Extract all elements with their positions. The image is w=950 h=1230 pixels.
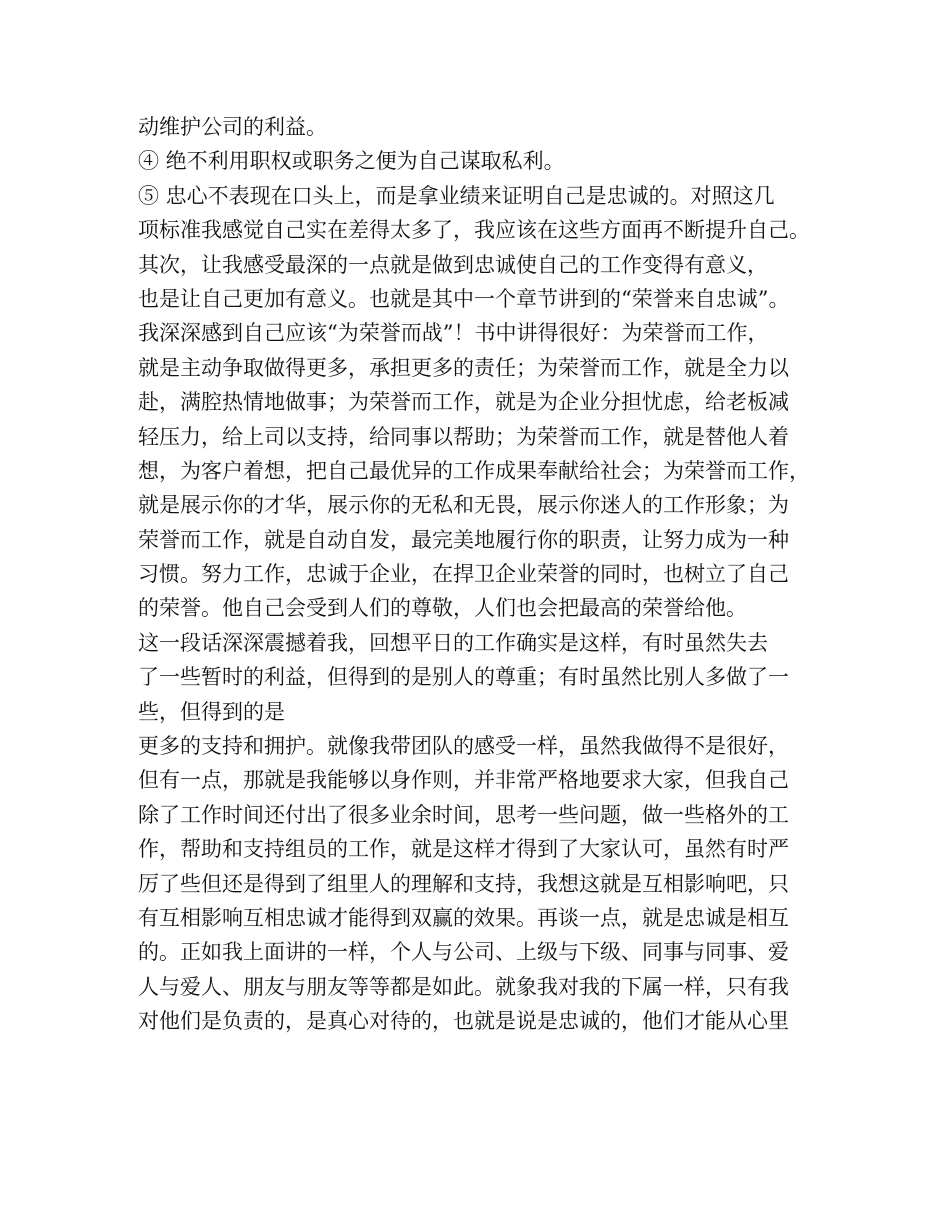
text-line: 些，但得到的是 — [138, 699, 285, 724]
text-line: 荣誉而工作，就是自动自发，最完美地履行你的职责，让努力成为一种 — [138, 527, 789, 552]
text-line: 就是主动争取做得更多，承担更多的责任；为荣誉而工作，就是全力以 — [138, 355, 789, 380]
text-line: 对他们是负责的，是真心对待的，也就是说是忠诚的，他们才能从心里 — [138, 1009, 789, 1034]
text-line: 了一些暂时的利益，但得到的是别人的尊重；有时虽然比别人多做了一 — [138, 665, 789, 690]
text-line: 人与爱人、朋友与朋友等等都是如此。就象我对我的下属一样，只有我 — [138, 974, 789, 999]
text-line: 我深深感到自己应该“为荣誉而战”！书中讲得很好：为荣誉而工作， — [138, 321, 769, 346]
text-line: 厉了些但还是得到了组里人的理解和支持，我想这就是互相影响吧，只 — [138, 871, 789, 896]
body-text — [138, 110, 838, 1039]
text-line: 项标准我感觉自己实在差得太多了，我应该在这些方面再不断提升自己。 — [138, 218, 810, 243]
text-line: ④ 绝不利用职权或职务之便为自己谋取私利。 — [138, 149, 565, 174]
text-line: 习惯。努力工作，忠诚于企业，在捍卫企业荣誉的同时，也树立了自己 — [138, 562, 789, 587]
text-line: 更多的支持和拥护。就像我带团队的感受一样，虽然我做得不是很好， — [138, 734, 789, 759]
text-line: 也是让自己更加有意义。也就是其中一个章节讲到的“荣誉来自忠诚”。 — [138, 286, 790, 311]
text-line: 除了工作时间还付出了很多业余时间，思考一些问题，做一些格外的工 — [138, 802, 789, 827]
text-line: 就是展示你的才华，展示你的无私和无畏，展示你迷人的工作形象；为 — [138, 493, 789, 518]
text-line: ⑤ 忠心不表现在口头上，而是拿业绩来证明自己是忠诚的。对照这几 — [138, 183, 775, 208]
text-line: 想，为客户着想，把自己最优异的工作成果奉献给社会；为荣誉而工作， — [138, 458, 810, 483]
text-line: 这一段话深深震撼着我，回想平日的工作确实是这样，有时虽然失去 — [138, 630, 768, 655]
text-line: 有互相影响互相忠诚才能得到双赢的效果。再谈一点，就是忠诚是相互 — [138, 905, 789, 930]
text-line: 作，帮助和支持组员的工作，就是这样才得到了大家认可，虽然有时严 — [138, 837, 789, 862]
text-line: 的。正如我上面讲的一样，个人与公司、上级与下级、同事与同事、爱 — [138, 940, 789, 965]
text-line: 动维护公司的利益。 — [138, 115, 327, 139]
text-line: 其次，让我感受最深的一点就是做到忠诚使自己的工作变得有意义， — [138, 252, 768, 277]
text-line: 的荣誉。他自己会受到人们的尊敬，人们也会把最高的荣誉给他。 — [138, 596, 747, 621]
text-line: 赴，满腔热情地做事；为荣誉而工作，就是为企业分担忧虑，给老板减 — [138, 390, 789, 415]
text-line: 但有一点，那就是我能够以身作则，并非常严格地要求大家，但我自己 — [138, 768, 789, 793]
text-line: 轻压力，给上司以支持，给同事以帮助；为荣誉而工作，就是替他人着 — [138, 424, 789, 449]
